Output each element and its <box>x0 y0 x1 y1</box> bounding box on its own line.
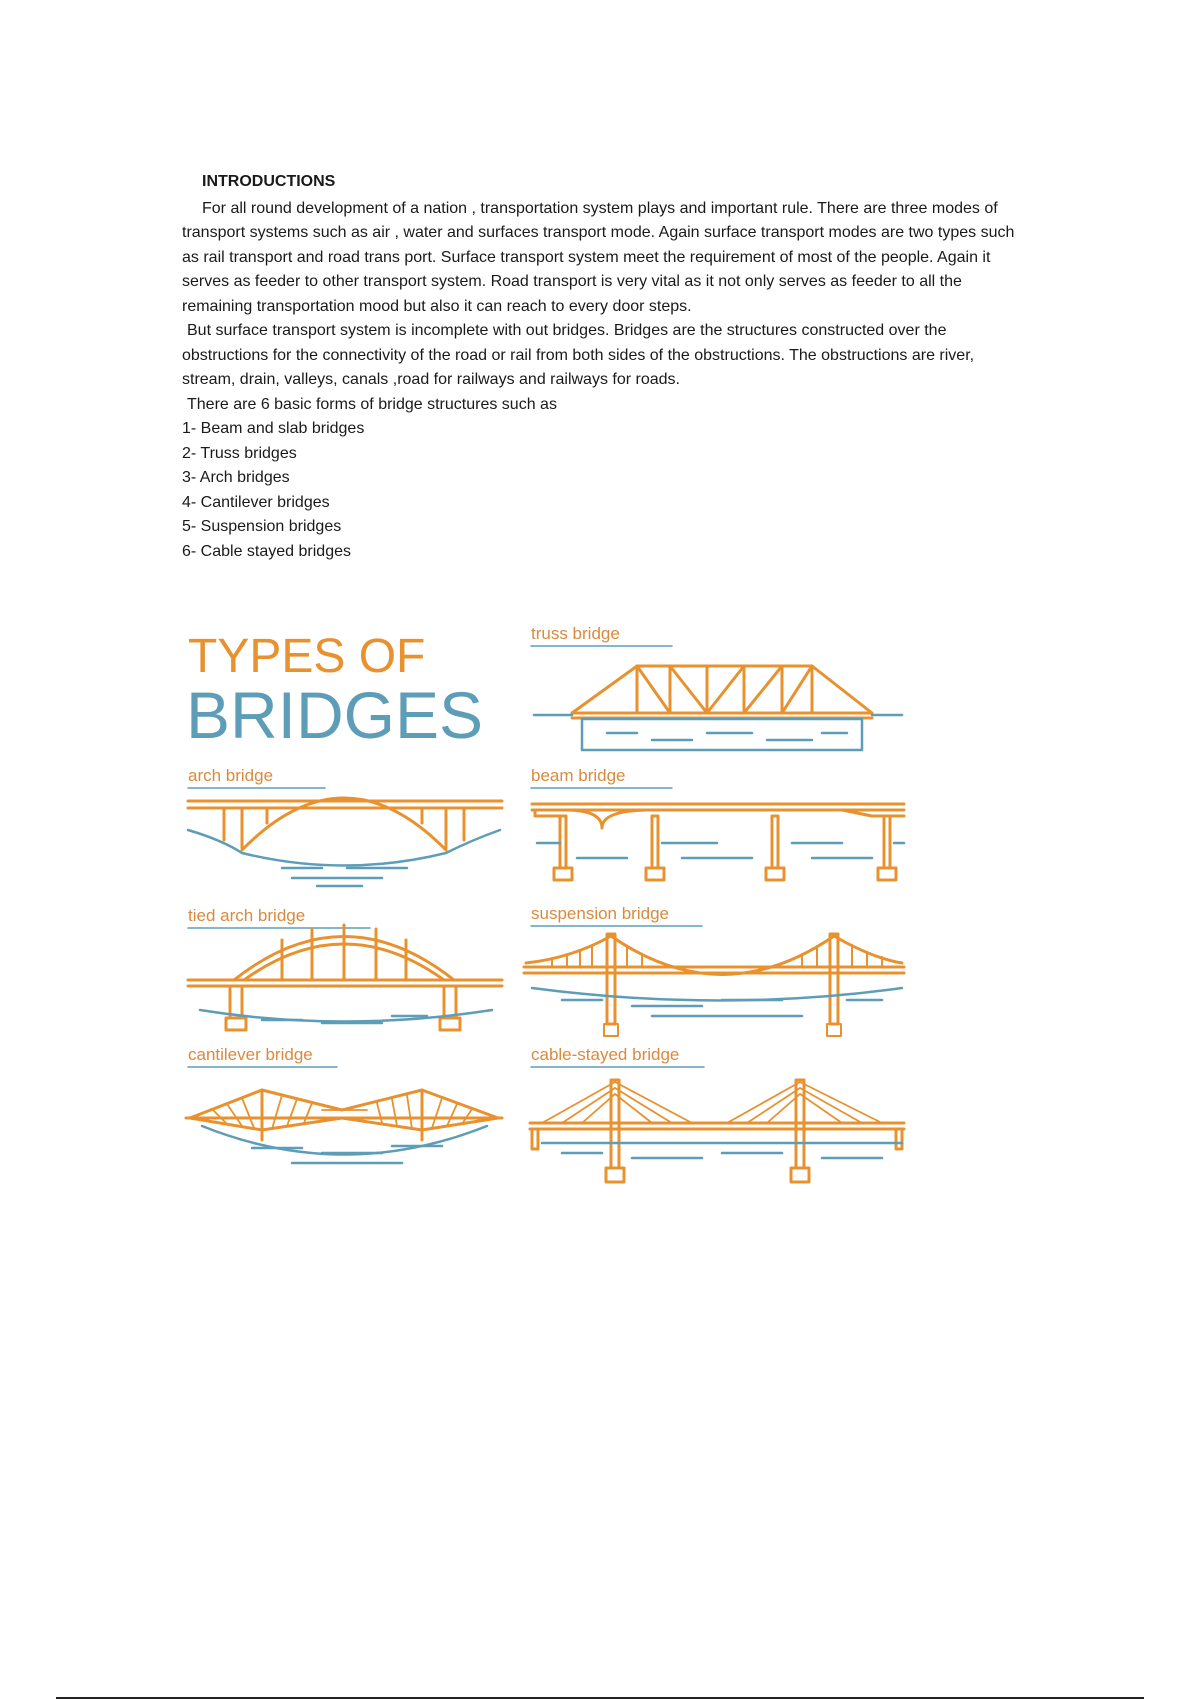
infographic-title-line2: BRIDGES <box>186 678 484 752</box>
paragraph-forms-text: There are 6 basic forms of bridge structures such as <box>187 395 557 413</box>
suspension-bridge-label: suspension bridge <box>531 904 669 923</box>
infographic-svg <box>182 618 912 1188</box>
paragraph-intro-text: For all round development of a nation , transportation system plays and important rule. There are three modes of transport systems such as air , water and surfaces transport mode. Again surface transport modes are two types such as rail transport and road trans port. Surface transport system meet the requirement of most of the people. Again it serves as feeder to other transport system. Road transport is very vital as it not only serves as feeder to all the remaining transportation mood but also it can reach to every door steps. <box>182 199 1015 315</box>
bridge-types-list <box>182 417 1022 564</box>
list-item: 1- Beam and slab bridges <box>182 420 365 437</box>
cantilever-bridge-label: cantilever bridge <box>188 1045 313 1064</box>
beam-bridge-label: beam bridge <box>531 766 626 785</box>
paragraph-intro <box>182 197 1022 320</box>
list-item: 2- Truss bridges <box>182 444 297 462</box>
tied-arch-bridge-label: tied arch bridge <box>188 906 306 925</box>
cantilever-bridge-illustration <box>186 1045 502 1163</box>
truss-bridge-label: truss bridge <box>531 624 620 643</box>
cable-stayed-bridge-label: cable-stayed bridge <box>531 1045 680 1064</box>
list-item: 3- Arch bridges <box>182 469 290 486</box>
document-body <box>182 170 1022 564</box>
list-item: 5- Suspension bridges <box>182 518 342 535</box>
paragraph-forms <box>182 393 1022 418</box>
arch-bridge-illustration <box>188 766 502 886</box>
page-bottom-rule <box>56 1697 1144 1699</box>
arch-bridge-label: arch bridge <box>188 766 274 785</box>
section-heading: INTRODUCTIONS <box>202 173 336 190</box>
beam-bridge-illustration <box>531 766 904 880</box>
paragraph-bridges-text: But surface transport system is incomplete with out bridges. Bridges are the structures constructed over the obstructions for the connectivity of the road or rail from both sides of the obstructions. The obstructions are river, stream, drain, valleys, canals ,road for railways and railways for roads. <box>182 322 975 388</box>
bridge-types-infographic <box>182 618 912 1188</box>
cable-stayed-bridge-illustration <box>530 1045 904 1182</box>
infographic-title-line1: TYPES OF <box>188 630 426 683</box>
suspension-bridge-illustration <box>524 904 904 1036</box>
truss-bridge-illustration <box>531 624 902 750</box>
list-item: 6- Cable stayed bridges <box>182 542 351 560</box>
tied-arch-bridge-illustration <box>188 906 502 1030</box>
list-item: 4- Cantilever bridges <box>182 493 330 511</box>
paragraph-bridges <box>182 319 1022 393</box>
